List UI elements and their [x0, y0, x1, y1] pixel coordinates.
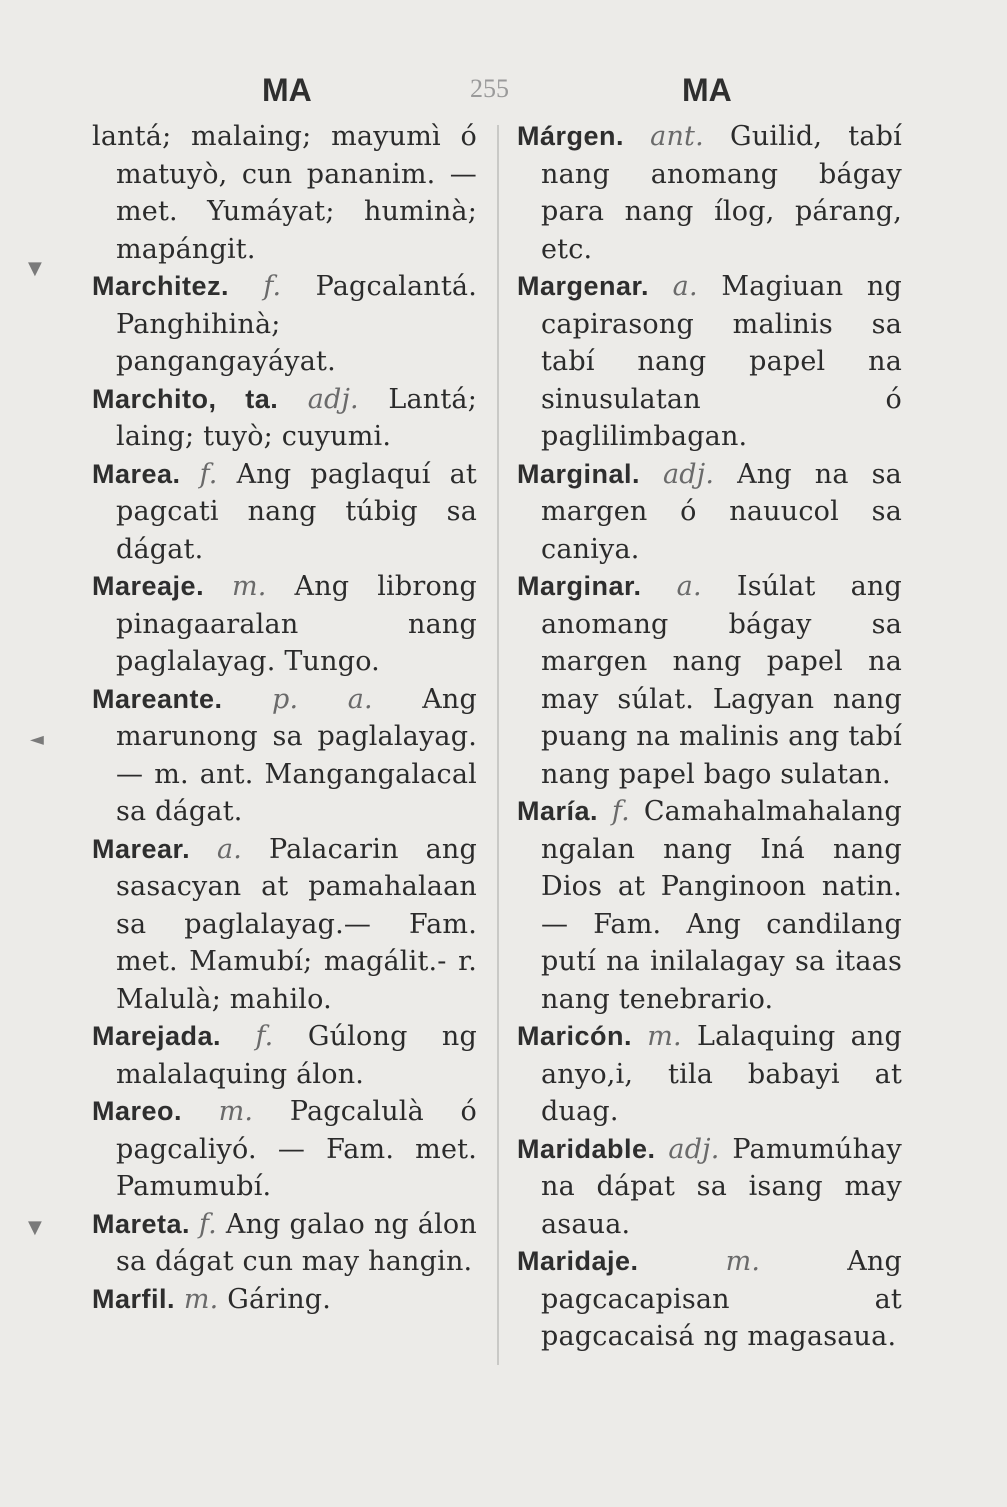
entry-part-of-speech: adj.: [307, 383, 359, 415]
dictionary-entry: [92, 1093, 477, 1206]
dictionary-entry: [92, 456, 477, 569]
entry-definition: Ang paglaquí at pagcati nang túbig sa dágat.: [116, 458, 477, 565]
running-header: [0, 72, 1007, 122]
entry-part-of-speech: m.: [232, 571, 267, 602]
entry-definition: Ang pagcacapisan at pagcacaisá ng magasaua.: [541, 1246, 902, 1352]
entry-part-of-speech: a.: [672, 271, 698, 302]
header-left-guide-word: MA: [262, 72, 312, 108]
margin-mark-icon: ◄: [30, 729, 44, 750]
dictionary-entry: [517, 1018, 902, 1131]
dictionary-entry: [517, 456, 902, 569]
left-column: [92, 118, 477, 1318]
entry-headword: María.: [517, 796, 599, 826]
right-column: [517, 118, 902, 1356]
dictionary-entry: [92, 831, 477, 1019]
entry-part-of-speech: a.: [216, 833, 243, 865]
entry-part-of-speech: m.: [183, 1283, 219, 1315]
entry-headword: Mareta.: [92, 1208, 191, 1239]
entry-headword: Marfil.: [92, 1283, 176, 1314]
dictionary-entry: [92, 381, 477, 456]
dictionary-entry: [92, 681, 477, 831]
entry-part-of-speech: p. a.: [272, 683, 373, 715]
entry-definition: Pamumúhay na dápat sa isang may asaua.: [541, 1133, 902, 1240]
entry-definition: Lalaquing ang anyo,i, tila babayi at duag.: [541, 1021, 902, 1127]
entry-part-of-speech: m.: [218, 1096, 254, 1127]
dictionary-entry: [517, 118, 902, 268]
entry-part-of-speech: m.: [725, 1246, 761, 1277]
entry-definition: Gúlong ng malalaquing álon.: [116, 1021, 477, 1090]
entry-part-of-speech: m.: [647, 1021, 682, 1052]
entry-definition: Camahalmahalang ngalan nang Iná nang Dios at Panginoon natin. — Fam. Ang candilang putí na inilalagay sa itaas nang tenebrario.: [541, 796, 902, 1015]
entry-definition: Ang galao ng álon sa dágat cun may hangin.: [116, 1208, 477, 1277]
entry-headword: Marear.: [92, 833, 191, 864]
dictionary-entry: [92, 118, 477, 268]
page-number: 255: [470, 74, 509, 103]
entry-headword: Marejada.: [92, 1021, 222, 1051]
entry-definition: Ang marunong sa paglalayag.— m. ant. Mangangalacal sa dágat.: [116, 683, 477, 827]
entry-part-of-speech: ant.: [650, 121, 704, 152]
dictionary-entry: [92, 1206, 477, 1281]
column-divider: [497, 125, 499, 1365]
entry-headword: Márgen.: [517, 121, 625, 151]
entry-definition: Ang na sa margen ó nauucol sa caniya.: [541, 458, 902, 565]
entry-definition: Isúlat ang anomang bágay sa margen nang papel na may súlat. Lagyan nang puang na malinis ang tabí nang papel bago sulatan.: [541, 571, 902, 790]
entry-definition: Ang librong pinagaaralan nang paglalayag. Tungo.: [116, 571, 477, 677]
entry-part-of-speech: adj.: [668, 1133, 720, 1165]
entry-part-of-speech: f.: [199, 458, 218, 490]
entry-definition: lantá; malaing; mayumì ó matuyò, cun pananim. —met. Yumáyat; huminà; mapángit.: [92, 121, 477, 265]
dictionary-entry: [517, 793, 902, 1018]
dictionary-entry: [517, 268, 902, 456]
entry-definition: Gáring.: [227, 1283, 332, 1315]
entry-part-of-speech: a.: [676, 571, 702, 602]
entry-headword: Marchito, ta.: [92, 383, 279, 414]
entry-definition: Lantá; laing; tuyò; cuyumi.: [116, 383, 477, 452]
entry-part-of-speech: f.: [255, 1021, 274, 1052]
margin-mark-icon: ▼: [28, 1217, 42, 1238]
entry-definition: Guilid, tabí nang anomang bágay para nang ílog, párang, etc.: [541, 121, 902, 265]
entry-headword: Marea.: [92, 458, 181, 489]
entry-headword: Maridable.: [517, 1133, 656, 1164]
entry-part-of-speech: adj.: [662, 458, 715, 490]
entry-headword: Maridaje.: [517, 1246, 639, 1276]
entry-definition: Magiuan ng capirasong malinis sa tabí nang papel na sinusulatan ó paglilimbagan.: [541, 271, 902, 452]
entry-headword: Marchitez.: [92, 271, 230, 301]
entry-headword: Marginal.: [517, 458, 641, 489]
entry-part-of-speech: f.: [198, 1208, 217, 1240]
header-right-guide-word: MA: [682, 72, 732, 108]
entry-part-of-speech: f.: [263, 271, 282, 302]
entry-headword: Marginar.: [517, 571, 642, 601]
entry-headword: Margenar.: [517, 271, 650, 301]
dictionary-entry: [517, 1131, 902, 1244]
entry-headword: Maricón.: [517, 1021, 633, 1051]
entry-definition: Palacarin ang sasacyan at pamahalaan sa paglalayag.— Fam. met. Mamubí; magálit.- r. Malulà; mahilo.: [116, 833, 477, 1015]
entry-part-of-speech: f.: [611, 796, 630, 827]
entry-definition: Pagcalantá. Panghihinà; pangangayáyat.: [116, 271, 477, 377]
entry-headword: Mareaje.: [92, 571, 205, 601]
dictionary-entry: [92, 1281, 477, 1319]
entry-headword: Mareo.: [92, 1096, 183, 1126]
entry-headword: Mareante.: [92, 683, 223, 714]
dictionary-entry: [92, 1018, 477, 1093]
margin-mark-icon: ▼: [28, 258, 42, 279]
dictionary-entry: [92, 568, 477, 681]
dictionary-entry: [517, 1243, 902, 1356]
dictionary-entry: [92, 268, 477, 381]
dictionary-entry: [517, 568, 902, 793]
entry-definition: Pagcalulà ó pagcaliyó. — Fam. met. Pamumubí.: [116, 1096, 477, 1202]
